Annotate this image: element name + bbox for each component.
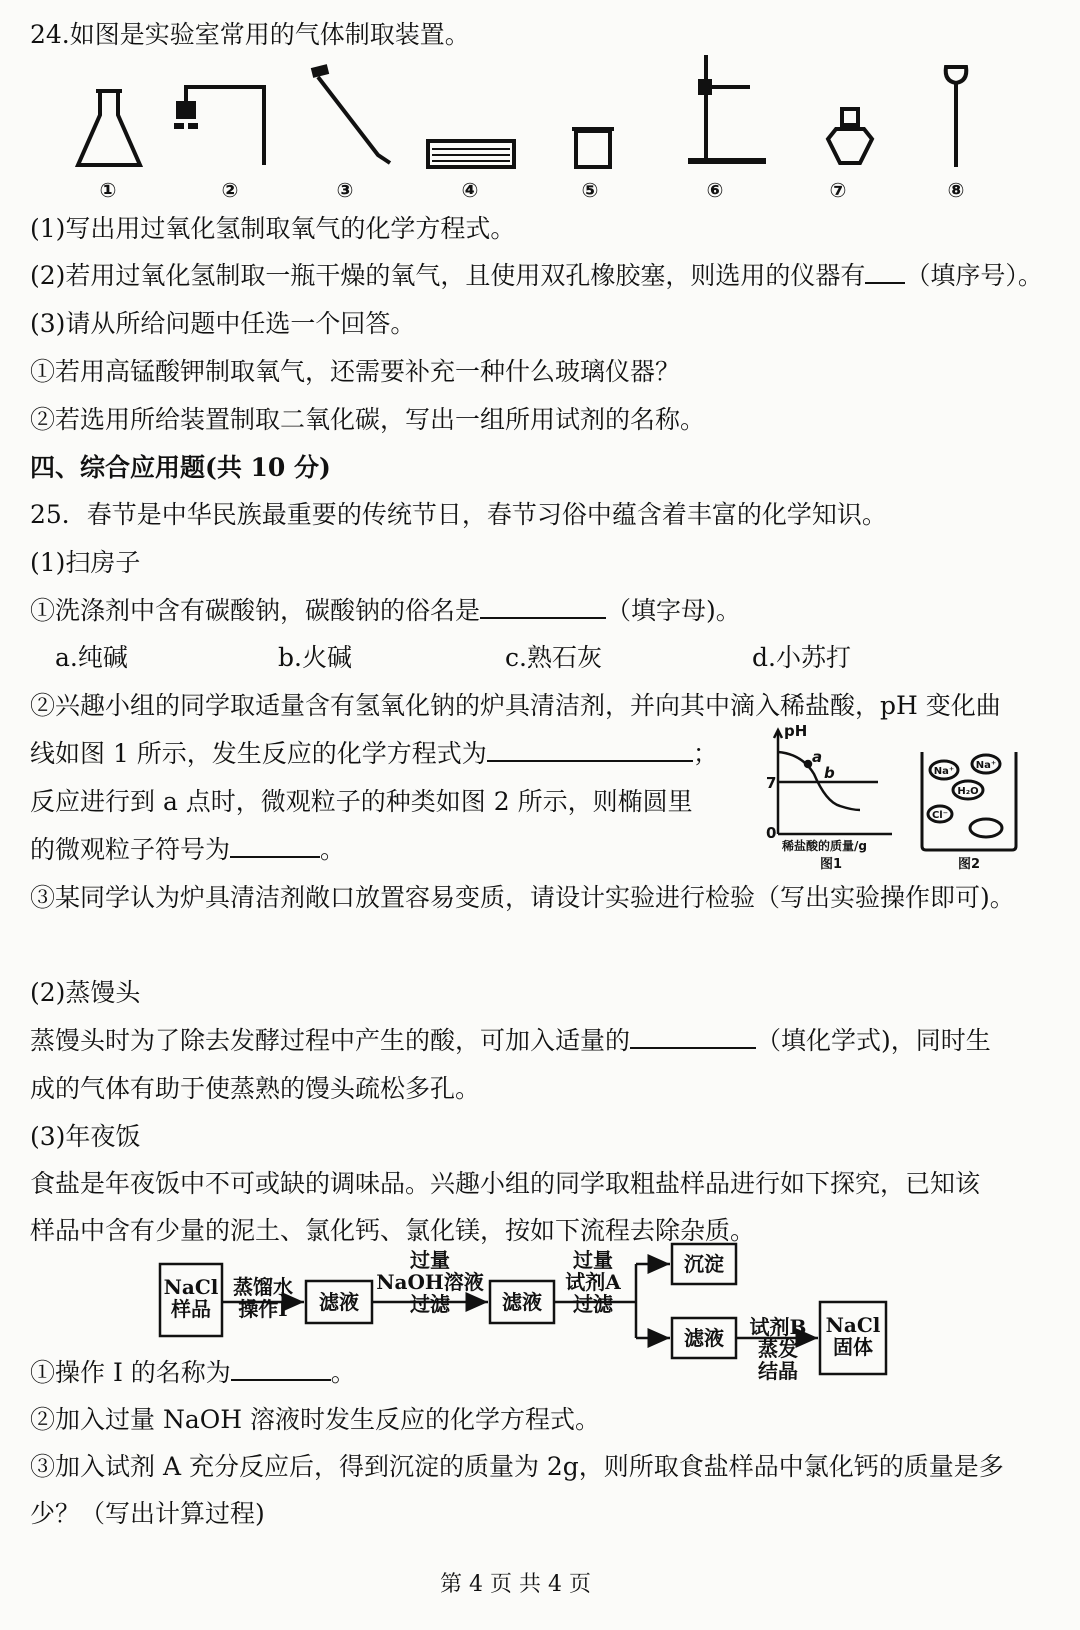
- q25-sub3-q1-end: 。: [330, 1358, 356, 1387]
- flow-nacl-solid: NaCl 固体: [825, 1313, 881, 1359]
- ph-seven-label: 7: [766, 774, 777, 792]
- flow-filtrate-1: 滤液: [319, 1290, 359, 1314]
- q25-sub3-q2: ②加入过量 NaOH 溶液时发生反应的化学方程式。: [30, 1405, 600, 1434]
- q25-sub3-q3-line1: ③加入试剂 A 充分反应后，得到沉淀的质量为 2g，则所取食盐样品中氯化钙的质量是多: [30, 1452, 1004, 1481]
- delivery-tube-icon: [174, 87, 264, 165]
- q25-sub3-line1: 食盐是年夜饭中不可或缺的调味品。兴趣小组的同学取粗盐样品进行如下探究，已知该: [30, 1169, 981, 1198]
- apparatus-label-1: ①: [99, 178, 117, 202]
- q25-sub3-heading: (3)年夜饭: [30, 1122, 141, 1151]
- q25-sub2-line1: [30, 1024, 991, 1058]
- ph-origin-label: 0: [766, 824, 777, 842]
- box-filtrate-3: [672, 1318, 736, 1358]
- q25-sub1-q1-end: （填字母)。: [606, 596, 741, 625]
- flow-filtrate-3: 滤液: [684, 1326, 724, 1350]
- ion-cl: Cl⁻: [931, 810, 949, 821]
- bent-tube-icon: [312, 69, 390, 163]
- water-trough-icon: [428, 141, 514, 167]
- q25-sub1-q3: ③某同学认为炉具清洁剂敞口放置容易变质，请设计实验进行检验（写出实验操作即可)。: [30, 883, 1015, 912]
- q24-title: 24.如图是实验室常用的气体制取装置。: [30, 20, 470, 49]
- flow-filtrate-2: 滤液: [502, 1290, 542, 1314]
- ion-na-2: Na⁺: [975, 760, 997, 771]
- answer-blank[interactable]: [230, 834, 320, 858]
- apparatus-label-3: ③: [336, 178, 354, 202]
- answer-blank[interactable]: [480, 595, 606, 619]
- page-footer: 第 4 页 共 4 页: [440, 1572, 591, 1597]
- q25-sub2-end: （填化学式)，同时生: [756, 1026, 991, 1055]
- apparatus-label-2: ②: [221, 178, 239, 202]
- q25-sub3-q1: [30, 1356, 356, 1390]
- conical-flask-icon: [78, 91, 140, 165]
- q24-part2-end: （填序号）。: [905, 261, 1043, 290]
- q25-sub1-q2-text: 线如图 1 所示，发生反应的化学方程式为: [30, 739, 487, 768]
- option-b: b.火碱: [278, 643, 352, 672]
- option-d: d.小苏打: [752, 643, 851, 672]
- answer-blank[interactable]: [630, 1025, 756, 1049]
- q25-sub3-q3-line2: 少？（写出计算过程): [30, 1499, 265, 1528]
- box-filtrate-1: [306, 1281, 372, 1323]
- q25-sub1-q2-text2: 的微观粒子符号为: [30, 835, 231, 864]
- flow-step1: 蒸馏水 操作Ⅰ: [233, 1275, 293, 1321]
- q25-sub3-line2: 样品中含有少量的泥土、氯化钙、氯化镁，按如下流程去除杂质。: [30, 1216, 756, 1245]
- q24-part3-option2: ②若选用所给装置制取二氧化碳，写出一组所用试剂的名称。: [30, 405, 706, 434]
- box-nacl-sample: [160, 1264, 222, 1336]
- molecule-h2o: H₂O: [957, 786, 979, 797]
- q25-sub1-q2-line1: ②兴趣小组的同学取适量含有氢氧化钠的炉具清洁剂，并向其中滴入稀盐酸，pH 变化曲: [30, 691, 1001, 720]
- q24-part2: [30, 259, 1043, 293]
- apparatus-label-6: ⑥: [706, 178, 724, 202]
- q25-sub1-heading: (1)扫房子: [30, 548, 141, 577]
- q25-sub1-q2-semicolon: ；: [692, 739, 718, 768]
- x-axis-label: 稀盐酸的质量/g: [782, 839, 867, 853]
- q24-part3-option1: ①若用高锰酸钾制取氧气，还需要补充一种什么玻璃仪器？: [30, 357, 681, 386]
- ion-na-1: Na⁺: [933, 766, 955, 777]
- apparatus-label-4: ④: [461, 178, 479, 202]
- apparatus-figure: [60, 55, 1020, 210]
- q25-intro: 25．春节是中华民族最重要的传统节日，春节习俗中蕴含着丰富的化学知识。: [30, 500, 887, 529]
- iron-stand-icon: [688, 55, 766, 161]
- answer-blank[interactable]: [487, 738, 693, 762]
- q25-sub1-q2-line3: 反应进行到 a 点时，微观粒子的种类如图 2 所示，则椭圆里: [30, 787, 693, 816]
- flow-precipitate: 沉淀: [684, 1252, 724, 1276]
- flow-step4: 试剂B 蒸发 结晶: [749, 1315, 807, 1383]
- box-nacl-solid: [820, 1302, 886, 1374]
- q25-sub3-q1-text: ①操作 I 的名称为: [30, 1358, 231, 1387]
- gas-jar-icon: [572, 129, 614, 167]
- figure2-caption: 图2: [957, 857, 981, 872]
- q25-sub2-text: 蒸馒头时为了除去发酵过程中产生的酸，可加入适量的: [30, 1026, 631, 1055]
- q25-sub1-q2-period: 。: [320, 835, 346, 864]
- answer-blank[interactable]: [231, 1357, 331, 1381]
- section-heading: 四、综合应用题(共 10 分): [30, 453, 331, 482]
- flow-step3: 过量 试剂A 过滤: [565, 1248, 621, 1316]
- q25-sub1-q2-line4: [30, 833, 345, 867]
- option-c: c.熟石灰: [505, 643, 602, 672]
- box-filtrate-2: [490, 1281, 554, 1323]
- alcohol-lamp-icon: [828, 109, 872, 163]
- ph-axis-label: pH: [784, 722, 808, 740]
- answer-blank[interactable]: [865, 260, 905, 284]
- q24-part2-text: (2)若用过氧化氢制取一瓶干燥的氧气，且使用双孔橡胶塞，则选用的仪器有: [30, 261, 866, 290]
- q24-part3: (3)请从所给问题中任选一个回答。: [30, 309, 416, 338]
- funnel-icon: [946, 67, 967, 167]
- box-precipitate: [672, 1244, 736, 1284]
- flow-nacl-sample: NaCl 样品: [163, 1275, 219, 1321]
- apparatus-label-8: ⑧: [947, 178, 965, 202]
- option-a: a.纯碱: [55, 643, 128, 672]
- apparatus-label-5: ⑤: [581, 178, 599, 202]
- q24-part1: (1)写出用过氧化氢制取氧气的化学方程式。: [30, 214, 516, 243]
- beaker-figure: [916, 748, 1026, 872]
- q25-sub1-q2-line2: [30, 737, 718, 771]
- ph-curve-figure: [762, 722, 902, 872]
- point-b-label: b: [824, 764, 835, 782]
- q25-sub1-q1-text: ①洗涤剂中含有碳酸钠，碳酸钠的俗名是: [30, 596, 481, 625]
- flow-step2: 过量 NaOH溶液 过滤: [376, 1248, 484, 1316]
- apparatus-label-7: ⑦: [829, 178, 847, 202]
- figure1-caption: 图1: [820, 857, 843, 872]
- q25-sub1-q1: [30, 594, 741, 628]
- q25-sub2-line2: 成的气体有助于使蒸熟的馒头疏松多孔。: [30, 1074, 481, 1103]
- point-a-label: a: [812, 748, 823, 766]
- q25-sub2-heading: (2)蒸馒头: [30, 978, 141, 1007]
